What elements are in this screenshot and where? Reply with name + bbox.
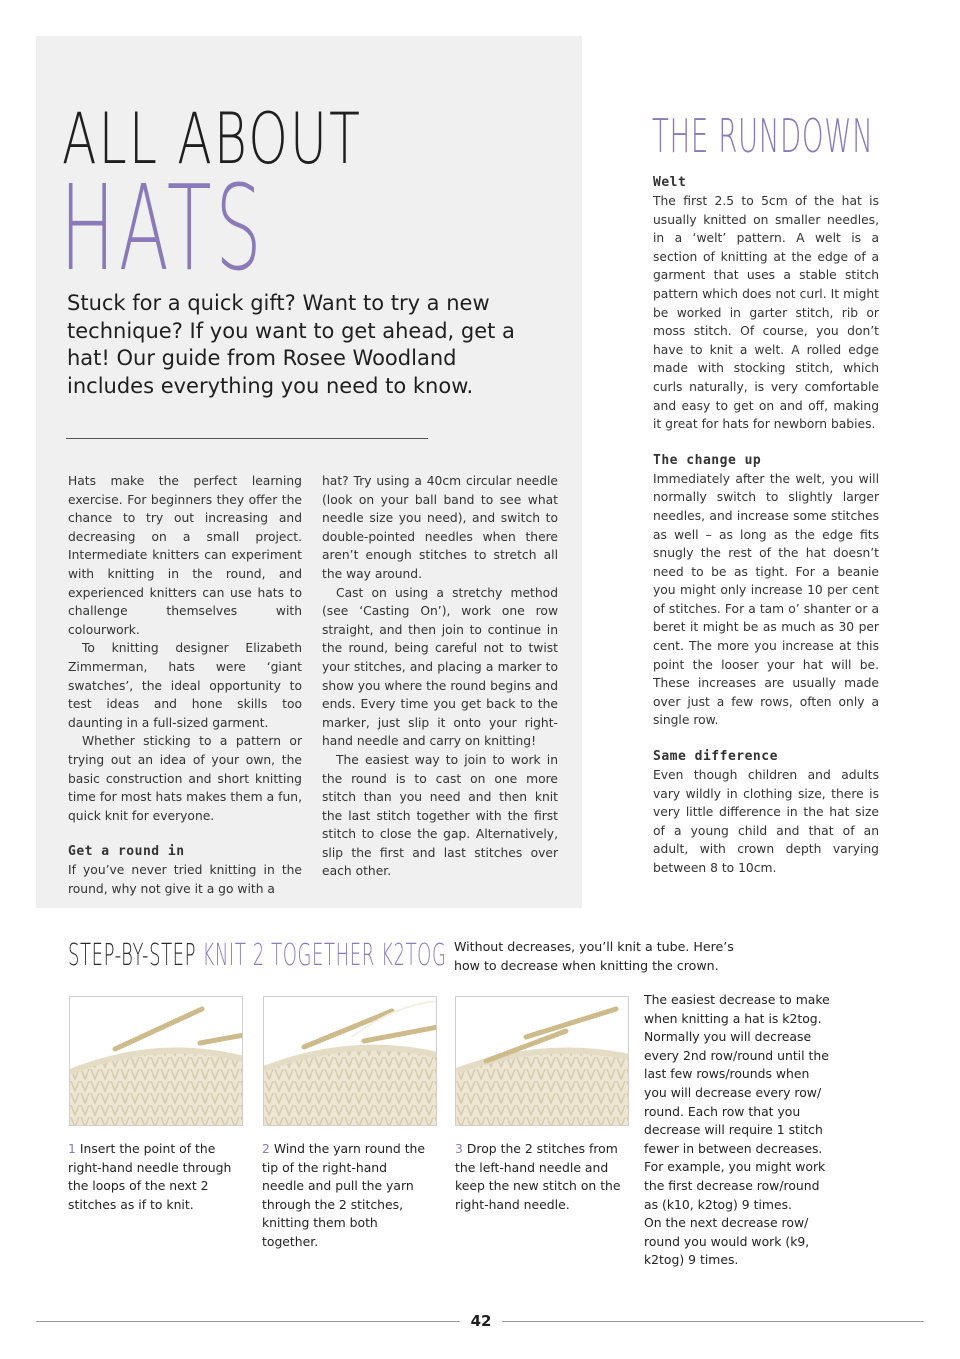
step-number-3: 3 [455,1141,463,1156]
knitting-photo-step-3 [455,996,629,1126]
title-line-2: HATS [60,159,266,297]
intro-paragraph-3: Whether sticking to a pattern or trying out an idea of your own, the basic construction and short knitting time for most hats makes them a fun, quick knit for everyone. [68,734,302,823]
step-heading-dark: STEP-BY-STEP [68,938,197,973]
decrease-paragraph-2: On the next decrease row/ round you would work (k9, k2tog) 9 times. [644,1215,810,1268]
round-paragraph-1-continued: hat? Try using a 40cm circular needle (look on your ball band to see what needle size you need), and switch to double-pointed needles when there aren’t enough stitches to stretch all the way around. [322,474,558,581]
rundown-column [653,174,879,878]
divider-rule [66,438,428,439]
knitting-photo-step-1 [69,996,243,1126]
round-paragraph-1: If you’ve never tried knitting in the round, why not give it a go with a [68,863,302,896]
decrease-paragraph-1: The easiest decrease to make when knitting a hat is k2tog. Normally you will decrease every 2nd row/round until the last few rows/rounds when you will decrease every row/ round. Each row that you decrease will require 1 stitch fewer in between decreases. For example, you might work the first decrease row/round as (k10, k2tog) 9 times. [644,992,830,1212]
knitting-photo-step-2 [263,996,437,1126]
title-line-1: ALL ABOUT [62,98,363,180]
welt-text: The first 2.5 to 5cm of the hat is usually knitted on smaller needles, in a ‘welt’ pattern. A welt is a section of knitting at the edge of a garment that uses a stable stitch pattern which does not curl. It might be worked in garter stitch, rib or moss stitch. Of course, you don’t have to knit a welt. A rolled edge made with stocking stitch, which curls naturally, is very comfortable and easy to get on and off, making it great for hats for newborn babies. [653,194,879,432]
step-text-3: Drop the 2 stitches from the left-hand needle and keep the new stitch on the right-hand needle. [455,1141,621,1212]
round-paragraph-2: Cast on using a stretchy method (see ‘Casting On’), work one row straight, and then join to continue in the round, being careful not to twist your stitches, and placing a marker to show you where the round begins and ends. Every time you get back to the marker, just slip it onto your right-hand needle and carry on knitting! [322,585,558,749]
intro-column-1 [68,472,302,898]
step-caption-3 [455,1140,625,1214]
subheading-get-a-round-in: Get a round in [68,844,185,860]
same-difference-text: Even though children and adults vary wildly in clothing size, there is very little difference in the hat size of a young child and that of an adult, with crown depth varying between 8 to 10cm. [653,768,879,875]
step-number-1: 1 [68,1141,76,1156]
footer-rule-left [36,1321,460,1322]
step-caption-1 [68,1140,238,1214]
intro-paragraph-1: Hats make the perfect learning exercise. For beginners they offer the chance to try out increasing and decreasing on a small project. Intermediate knitters can experiment with knitting in the round, and experienced knitters can use hats to challenge themselves with colourwork. [68,474,302,637]
subheading-change-up: The change up [653,452,762,468]
standfirst: Stuck for a quick gift? Want to try a new technique? If you want to get ahead, get a hat! Our guide from Rosee Woodland includes everything you need to know. [67,291,515,398]
step-by-step-heading [68,938,447,974]
step-caption-2 [262,1140,432,1252]
step-intro-text: Without decreases, you’ll knit a tube. Here’s how to decrease when knitting the crown. [454,939,734,973]
page-number: 42 [470,1312,492,1330]
change-up-text: Immediately after the welt, you will normally switch to slightly larger needles, and increase some stitches as well – as long as the edge fits snugly the rest of the hat doesn’t need to be as tight. For a beanie you might only increase 10 per cent of stitches. For a tam o’ shanter or a beret it might be as much as 30 per cent. The more you increase at this point the looser your hat will be. These increases are usually made over just a few rows, often only a single row. [653,471,879,728]
round-paragraph-3: The easiest way to join to work in the round is to cast on one more stitch than you need and then knit the last stitch together with the first stitch to close the gap. Alternatively, slip the first and last stitches over each other. [322,752,558,879]
step-heading-light: KNIT 2 TOGETHER K2TOG [202,938,447,973]
subheading-same-difference: Same difference [653,749,778,765]
step-number-2: 2 [262,1141,270,1156]
intro-column-2 [322,472,558,881]
footer-rule-right [502,1321,924,1322]
intro-paragraph-2: To knitting designer Elizabeth Zimmerman, hats were ‘giant swatches’, the ideal opportunity to test ideas and hone skills too daunting in a full-sized garment. [68,641,302,730]
subheading-welt: Welt [653,175,687,190]
step-text-1: Insert the point of the right-hand needle through the loops of the next 2 stitches as if to knit. [68,1141,232,1212]
step-text-2: Wind the yarn round the tip of the right-hand needle and pull the yarn through the 2 stitches, knitting them both together. [262,1141,426,1249]
rundown-title: THE RUNDOWN [652,109,874,163]
decrease-explanation [644,991,832,1270]
